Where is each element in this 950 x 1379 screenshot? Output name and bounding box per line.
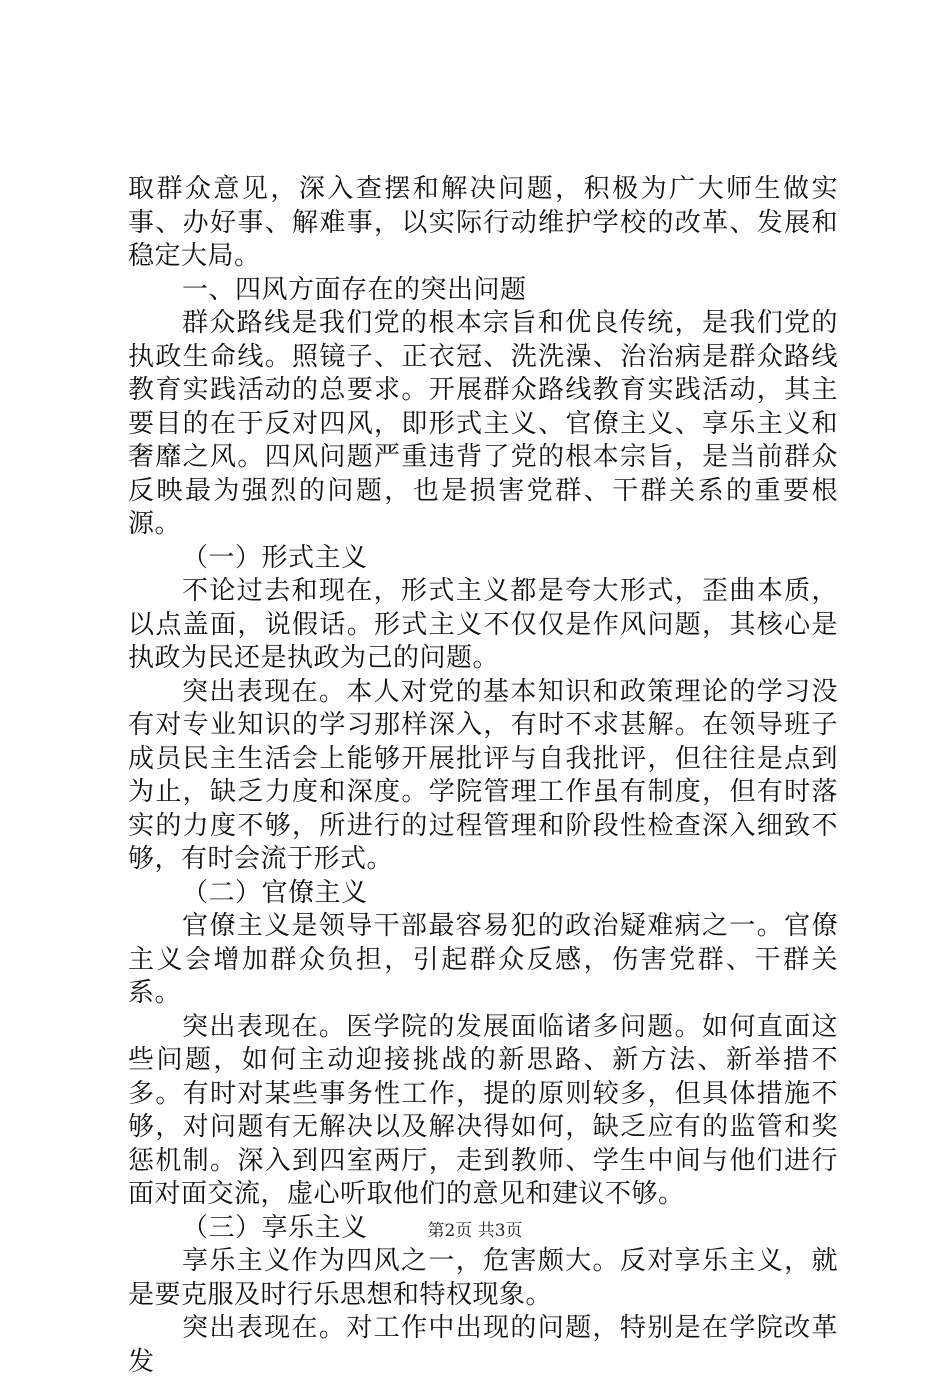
paragraph: 享乐主义作为四风之一，危害颇大。反对享乐主义，就是要克服及时行乐思想和特权现象。	[128, 1246, 838, 1310]
section-heading: 一、四风方面存在的突出问题	[182, 274, 527, 305]
subsection-heading-bureaucracy: （二）官僚主义	[182, 877, 368, 908]
paragraph: 群众路线是我们党的根本宗旨和优良传统，是我们党的执政生命线。照镜子、正衣冠、洗洗澡、治治病是群众路线教育实践活动的总要求。开展群众路线教育实践活动，其主要目的在于反对四风，即形式主义、官僚主义、享乐主义和奢靡之风。四风问题严重违背了党的根本宗旨，是当前群众反映最为强烈的问题，也是损害党群、干群关系的重要根源。	[128, 308, 838, 539]
paragraph: 突出表现在。对工作中出现的问题，特别是在学院改革发	[128, 1313, 838, 1377]
document-body	[128, 173, 838, 1379]
paragraph: 突出表现在。医学院的发展面临诸多问题。如何直面这些问题，如何主动迎接挑战的新思路、新方法、新举措不多。有时对某些事务性工作，提的原则较多，但具体措施不够，对问题有无解决以及解决得如何，缺乏应有的监管和奖惩机制。深入到四室两厅，走到教师、学生中间与他们进行面对面交流，虚心听取他们的意见和建议不够。	[128, 1011, 838, 1209]
subsection-heading-hedonism: （三）享乐主义	[182, 1212, 368, 1243]
subsection-heading-formalism: （一）形式主义	[182, 542, 368, 573]
paragraph-continuation: 取群众意见，深入查摆和解决问题，积极为广大师生做实事、办好事、解难事，以实际行动维护学校的改革、发展和稳定大局。	[128, 174, 838, 271]
paragraph: 不论过去和现在，形式主义都是夸大形式，歪曲本质，以点盖面，说假话。形式主义不仅仅是作风问题，其核心是执政为民还是执政为己的问题。	[128, 576, 838, 673]
page-number-footer: 第2页 共3页	[427, 1221, 523, 1241]
paragraph: 突出表现在。本人对党的基本知识和政策理论的学习没有对专业知识的学习那样深入，有时不求甚解。在领导班子成员民主生活会上能够开展批评与自我批评，但往往是点到为止，缺乏力度和深度。学院管理工作虽有制度，但有时落实的力度不够，所进行的过程管理和阶段性检查深入细致不够，有时会流于形式。	[128, 676, 838, 874]
paragraph: 官僚主义是领导干部最容易犯的政治疑难病之一。官僚主义会增加群众负担，引起群众反感，伤害党群、干群关系。	[128, 911, 838, 1008]
